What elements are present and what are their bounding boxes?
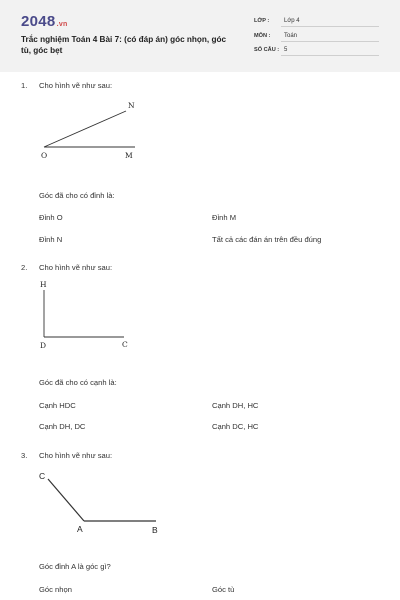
question-number: 2. (21, 263, 28, 272)
vertex-label-h: H (40, 280, 47, 289)
meta-class-label: LỚP : (254, 18, 270, 24)
ray-ac (48, 479, 84, 521)
vertex-label-m: M (125, 151, 133, 160)
question-text: Góc đã cho có đỉnh là: (39, 191, 115, 200)
question-text: Góc đã cho có cạnh là: (39, 378, 117, 387)
answer-option-b[interactable]: Góc tù (212, 585, 235, 594)
question-number: 1. (21, 81, 28, 90)
answer-option-a[interactable]: Cạnh HDC (39, 401, 76, 410)
question-prompt: Cho hình vẽ như sau: (39, 451, 113, 460)
answer-option-c[interactable]: Đỉnh N (39, 235, 63, 244)
meta-count-value: 5 (284, 47, 288, 53)
answer-option-d[interactable]: Cạnh DC, HC (212, 422, 259, 431)
question-number: 3. (21, 451, 28, 460)
meta-class-value: Lớp 4 (284, 18, 300, 24)
vertex-label-a: A (77, 524, 83, 534)
answer-option-d[interactable]: Tất cả các đán án trên đều đúng (212, 235, 322, 244)
answer-option-c[interactable]: Cạnh DH, DC (39, 422, 86, 431)
question-prompt: Cho hình vẽ như sau: (39, 81, 113, 90)
vertex-label-c: C (122, 340, 128, 349)
answer-option-a[interactable]: Góc nhọn (39, 585, 72, 594)
question-prompt: Cho hình vẽ như sau: (39, 263, 113, 272)
meta-subject-value: Toán (284, 33, 298, 39)
answer-option-b[interactable]: Cạnh DH, HC (212, 401, 259, 410)
page-title: Trắc nghiệm Toán 4 Bài 7: (có đáp án) góc nhọn, góc tù, góc bẹt (21, 35, 227, 55)
vertex-label-b: B (152, 525, 158, 535)
answer-option-b[interactable]: Đỉnh M (212, 213, 237, 222)
vertex-label-d: D (40, 341, 47, 350)
vertex-label-o: O (41, 151, 48, 160)
vertex-label-n: N (128, 101, 135, 110)
meta-count-label: SỐ CÂU : (254, 47, 280, 53)
vertex-label-c: C (39, 471, 46, 481)
logo-suffix: .vn (56, 21, 68, 28)
meta-subject-label: MÔN : (254, 33, 271, 39)
logo-text: 2048 (21, 13, 56, 30)
question-text: Góc đỉnh A là góc gì? (39, 562, 111, 571)
answer-option-a[interactable]: Đỉnh O (39, 213, 63, 222)
